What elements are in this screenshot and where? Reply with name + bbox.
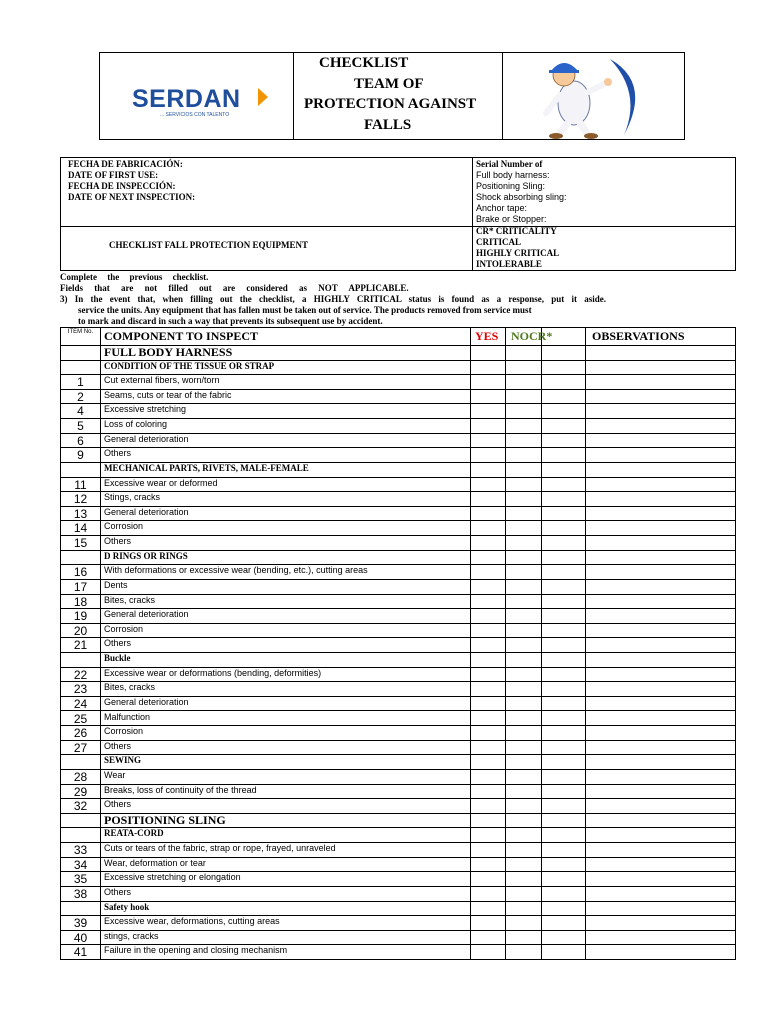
checklist-title: CHECKLIST FALL PROTECTION EQUIPMENT — [109, 240, 308, 250]
serial-harness-label: Full body harness: — [476, 170, 550, 180]
item-number: 4 — [77, 404, 84, 419]
section-title: POSITIONING SLING — [104, 812, 226, 827]
logo-tagline: ... SERVICIOS CON TALENTO — [160, 112, 230, 118]
serial-anchor-label: Anchor tape: — [476, 203, 528, 213]
item-number: 17 — [73, 579, 88, 594]
item-description: Cut external fibers, worn/torn — [104, 375, 220, 386]
section-title: FULL BODY HARNESS — [104, 345, 233, 359]
subsection-title: Safety hook — [104, 901, 150, 912]
item-description: stings, cracks — [104, 930, 159, 941]
item-number: 23 — [73, 682, 88, 697]
item-number: 21 — [73, 638, 88, 653]
subsection-title: MECHANICAL PARTS, RIVETS, MALE-FEMALE — [104, 462, 309, 473]
item-description: Wear, deformation or tear — [104, 857, 206, 868]
item-description: General deterioration — [104, 433, 189, 444]
item-number: 40 — [73, 930, 88, 945]
item-number: 25 — [73, 711, 88, 726]
item-no-header: ITEM No. — [67, 329, 94, 335]
instruction-3: 3) In the event that, when filling out the checklist, a HIGHLY CRITICAL status is found as a response, put it aside. — [60, 294, 606, 304]
item-number: 15 — [73, 536, 88, 551]
serial-brake-label: Brake or Stopper: — [476, 214, 547, 224]
next-inspection-date-label: DATE OF NEXT INSPECTION: — [68, 192, 196, 202]
title-cell — [293, 53, 503, 139]
item-description: Failure in the opening and closing mechanism — [104, 945, 288, 956]
item-description: Stings, cracks — [104, 492, 161, 503]
table-row — [61, 637, 735, 653]
item-number: 29 — [73, 784, 88, 799]
table-row — [61, 681, 735, 697]
item-description: Wear — [104, 769, 126, 780]
item-number: 18 — [73, 594, 88, 609]
table-row — [61, 535, 735, 551]
subsection-title: REATA-CORD — [104, 828, 164, 839]
instruction-5: to mark and discard in such a way that prevents its subsequent use by accident. — [78, 316, 383, 326]
item-description: Others — [104, 536, 132, 547]
item-number: 20 — [73, 623, 88, 638]
logo-cell — [100, 53, 294, 139]
item-number: 14 — [73, 521, 88, 536]
table-row — [61, 594, 735, 610]
table-row — [61, 579, 735, 595]
subsection-row — [61, 652, 735, 668]
table-row — [61, 740, 735, 756]
header-box — [99, 52, 685, 140]
item-number: 28 — [73, 769, 88, 784]
item-number: 1 — [77, 375, 84, 390]
subsection-title: Buckle — [104, 653, 131, 664]
item-number: 38 — [73, 886, 88, 901]
instruction-2: Fields that are not filled out are considered as NOT APPLICABLE. — [60, 283, 409, 293]
table-row — [61, 930, 735, 946]
table-row — [61, 623, 735, 639]
item-description: General deterioration — [104, 609, 189, 620]
item-number: 11 — [74, 477, 87, 492]
mascot-cell — [502, 53, 684, 139]
worker-mascot-icon — [502, 53, 684, 139]
item-description: Breaks, loss of continuity of the thread — [104, 784, 257, 795]
subsection-title: D RINGS OR RINGS — [104, 550, 188, 561]
observations-header: OBSERVATIONS — [592, 329, 685, 343]
criticality-critical: CRITICAL — [476, 237, 522, 247]
item-number: 27 — [73, 740, 88, 755]
item-description: Others — [104, 886, 132, 897]
item-description: Dents — [104, 579, 128, 590]
item-number: 16 — [73, 565, 88, 580]
subsection-title: SEWING — [104, 755, 142, 766]
item-number: 35 — [73, 872, 88, 887]
item-description: Excessive wear or deformed — [104, 477, 218, 488]
company-logo: SERDAN — [132, 85, 241, 113]
item-number: 19 — [73, 609, 88, 624]
criticality-intolerable: INTOLERABLE — [476, 259, 542, 269]
item-description: Others — [104, 799, 132, 810]
table-row — [61, 886, 735, 902]
item-description: Corrosion — [104, 726, 144, 737]
inspection-table — [60, 327, 736, 960]
serial-shock-label: Shock absorbing sling: — [476, 192, 567, 202]
item-number: 24 — [73, 696, 88, 711]
table-row — [61, 520, 735, 536]
criticality-label: CR* CRITICALITY — [476, 226, 557, 236]
subsection-row — [61, 901, 735, 917]
subsection-row — [61, 754, 735, 770]
item-description: Loss of coloring — [104, 419, 168, 430]
manufacture-date-label: FECHA DE FABRICACIÓN: — [68, 159, 183, 169]
item-description: Malfunction — [104, 711, 151, 722]
title-line-4: FALLS — [364, 117, 412, 133]
title-line-2: TEAM OF — [354, 76, 424, 92]
item-description: Corrosion — [104, 623, 144, 634]
first-use-date-label: DATE OF FIRST USE: — [68, 170, 159, 180]
item-number: 33 — [73, 843, 88, 858]
inspection-date-label: FECHA DE INSPECCIÓN: — [68, 181, 176, 191]
item-description: Others — [104, 740, 132, 751]
nocr-header: NOCR* — [511, 329, 553, 343]
serial-number-title: Serial Number of — [476, 159, 543, 169]
item-number: 34 — [73, 857, 88, 872]
item-description: Others — [104, 638, 132, 649]
info-box — [60, 157, 736, 271]
item-description: Bites, cracks — [104, 682, 156, 693]
table-row — [61, 711, 735, 727]
item-number: 2 — [77, 389, 84, 404]
table-row — [61, 447, 735, 463]
item-number: 9 — [77, 448, 84, 463]
instruction-4: service the units. Any equipment that has fallen must be taken out of service. The products removed from service must — [78, 305, 532, 315]
item-description: Corrosion — [104, 521, 144, 532]
item-number: 5 — [77, 419, 84, 434]
item-description: With deformations or excessive wear (bending, etc.), cutting areas — [104, 565, 368, 576]
yes-header: YES — [475, 329, 499, 343]
item-description: Bites, cracks — [104, 594, 156, 605]
table-row — [61, 491, 735, 507]
item-description: Cuts or tears of the fabric, strap or rope, frayed, unraveled — [104, 843, 336, 854]
item-number: 13 — [73, 506, 88, 521]
item-description: General deterioration — [104, 506, 189, 517]
component-header: COMPONENT TO INSPECT — [104, 329, 259, 343]
criticality-highly: HIGHLY CRITICAL — [476, 248, 560, 258]
subsection-title: CONDITION OF THE TISSUE OR STRAP — [104, 360, 275, 371]
item-description: Excessive wear or deformations (bending, deformities) — [104, 667, 322, 678]
item-number: 12 — [73, 492, 88, 507]
item-description: Excessive wear, deformations, cutting areas — [104, 916, 280, 927]
serial-positioning-label: Positioning Sling: — [476, 181, 546, 191]
item-description: General deterioration — [104, 696, 189, 707]
title-line-1: CHECKLIST — [319, 55, 409, 71]
item-number: 41 — [73, 945, 88, 960]
instruction-1: Complete the previous checklist. — [60, 272, 209, 282]
item-number: 6 — [77, 433, 84, 448]
item-number: 39 — [73, 916, 88, 931]
item-description: Excessive stretching — [104, 404, 187, 415]
table-row — [61, 769, 735, 785]
item-description: Seams, cuts or tear of the fabric — [104, 389, 232, 400]
table-row — [61, 725, 735, 741]
logo-arrow-icon — [258, 88, 268, 106]
item-number: 22 — [73, 667, 88, 682]
title-line-3: PROTECTION AGAINST — [304, 96, 477, 112]
table-row — [61, 798, 735, 814]
item-description: Others — [104, 448, 132, 459]
item-description: Excessive stretching or elongation — [104, 872, 241, 883]
item-number: 26 — [73, 726, 88, 741]
item-number: 32 — [73, 799, 88, 814]
